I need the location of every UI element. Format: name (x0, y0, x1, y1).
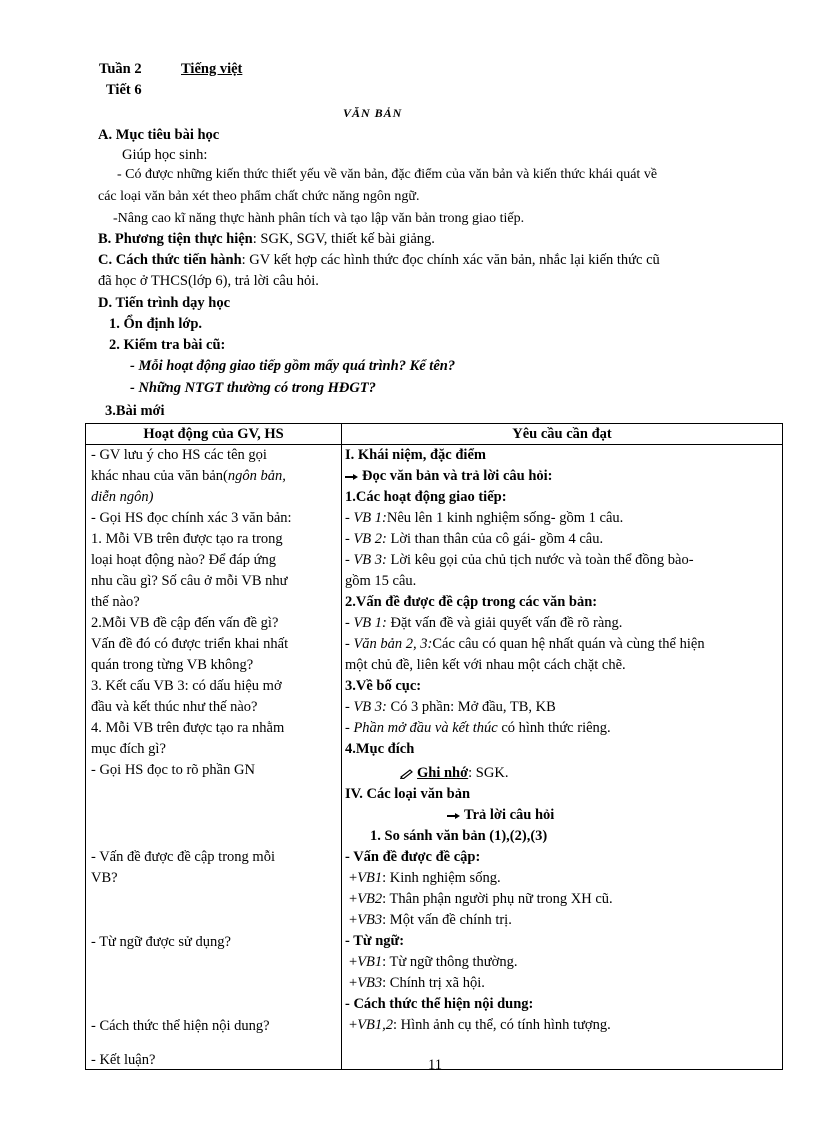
section-d-heading: D. Tiến trình dạy học (98, 295, 231, 311)
section-a-goal1-line1: - Có được những kiến thức thiết yếu về văn bản, đặc điểm của văn bản và kiến thức khái quát về (117, 167, 658, 182)
left-line: - Từ ngữ được sử dụng? (91, 934, 231, 950)
right-line: +VB2: Thân phận người phụ nữ trong XH cũ. (349, 891, 613, 907)
left-line: diễn ngôn) (91, 489, 154, 505)
right-line: 2.Vấn đề được đề cập trong các văn bản: (345, 594, 598, 610)
right-line: một chủ đề, liên kết với nhau một cách chặt chẽ. (345, 657, 626, 673)
section-b (98, 231, 435, 248)
left-line: khác nhau của văn bản(ngôn bản, (91, 468, 286, 484)
right-line: - VB 1: Đặt vấn đề và giải quyết vấn đề rõ ràng. (345, 615, 623, 631)
right-line: - VB 2: Lời than thân của cô gái- gồm 4 câu. (345, 531, 604, 547)
left-line: - Gọi HS đọc chính xác 3 văn bản: (91, 510, 292, 526)
page-title: VĂN BẢN (343, 106, 403, 120)
right-line: 1.Các hoạt động giao tiếp: (345, 489, 507, 505)
right-line: - Từ ngữ: (345, 933, 405, 949)
left-line: - Kết luận? (91, 1052, 156, 1068)
left-line: - Cách thức thể hiện nội dung? (91, 1018, 270, 1034)
left-line: 1. Mỗi VB trên được tạo ra trong (91, 531, 283, 547)
table-row (86, 445, 783, 1070)
subject-label: Tiếng việt (181, 61, 243, 77)
section-c-text: : GV kết hợp các hình thức đọc chính xác văn bản, nhắc lại kiến thức cũ (241, 252, 660, 268)
step-3: 3.Bài mới (105, 403, 165, 419)
right-line: +VB1: Kinh nghiệm sống. (349, 870, 501, 886)
right-line: gồm 15 câu. (345, 573, 417, 589)
right-line: +VB3: Một vấn đề chính trị. (349, 912, 512, 928)
left-line: 4. Mỗi VB trên được tạo ra nhằm (91, 720, 285, 736)
right-line: 1. So sánh văn bản (1),(2),(3) (370, 828, 548, 844)
right-line: I. Khái niệm, đặc điểm (345, 447, 486, 463)
left-line: - GV lưu ý cho HS các tên gọi (91, 447, 267, 463)
review-question-2: - Những NTGT thường có trong HĐGT? (130, 380, 376, 396)
right-line: IV. Các loại văn bản (345, 786, 471, 802)
week-label: Tuần 2 (99, 61, 142, 77)
left-line: - Vấn đề được đề cập trong mỗi (91, 849, 275, 865)
section-a-goal1-line2: các loại văn bản xét theo phẩm chất chức năng ngôn ngữ. (98, 189, 420, 204)
section-c (98, 252, 660, 269)
writing-hand-icon (400, 769, 414, 779)
pointing-hand-icon (447, 811, 461, 821)
section-c-text2: đã học ở THCS(lớp 6), trả lời câu hỏi. (98, 273, 319, 289)
step-2: 2. Kiểm tra bài cũ: (109, 337, 226, 353)
right-line: Trả lời câu hỏi (447, 807, 554, 824)
right-line: +VB1: Từ ngữ thông thường. (349, 954, 518, 970)
left-line: mục đích gì? (91, 741, 166, 757)
right-line: +VB1,2: Hình ảnh cụ thể, có tính hình tượng. (349, 1017, 611, 1033)
right-line: 3.Về bố cục: (345, 678, 422, 694)
left-line: quán trong từng VB không? (91, 657, 254, 673)
section-c-heading: C. Cách thức tiến hành (98, 252, 242, 268)
left-line: 2.Mỗi VB đề cập đến vấn đề gì? (91, 615, 279, 631)
left-line: loại hoạt động nào? Để đáp ứng (91, 552, 277, 568)
requirements-cell (342, 445, 783, 1070)
page-number: 11 (428, 1057, 442, 1073)
col-header-requirements: Yêu cầu cần đạt (342, 424, 783, 445)
section-a-heading: A. Mục tiêu bài học (98, 127, 220, 143)
period-label: Tiết 6 (106, 82, 142, 98)
left-line: nhu cầu gì? Số câu ở mỗi VB như (91, 573, 288, 589)
section-a-goal2: -Nâng cao kĩ năng thực hành phân tích và tạo lập văn bản trong giao tiếp. (113, 211, 525, 226)
right-line: - Cách thức thể hiện nội dung: (345, 996, 534, 1012)
section-a-intro: Giúp học sinh: (122, 147, 208, 163)
right-line: - VB 3: Lời kêu gọi của chủ tịch nước và toàn thể đồng bào- (345, 552, 694, 568)
right-line: +VB3: Chính trị xã hội. (349, 975, 485, 991)
review-question-1: - Mỗi hoạt động giao tiếp gồm mấy quá trình? Kể tên? (130, 358, 456, 374)
section-b-text: : SGK, SGV, thiết kế bài giảng. (252, 231, 435, 247)
pointing-hand-icon (345, 472, 359, 482)
right-line: - VB 3: Có 3 phần: Mở đầu, TB, KB (345, 699, 556, 715)
col-header-activities: Hoạt động của GV, HS (86, 424, 342, 445)
section-b-heading: B. Phương tiện thực hiện (98, 231, 253, 247)
right-line: 4.Mục đích (345, 741, 415, 757)
right-line: - Vấn đề được đề cập: (345, 849, 481, 865)
left-line: đầu và kết thúc như thế nào? (91, 699, 258, 715)
left-line: thế nào? (91, 594, 140, 610)
right-line: - Văn bản 2, 3:Các câu có quan hệ nhất quán và cùng thể hiện (345, 636, 705, 652)
step-1: 1. Ổn định lớp. (109, 316, 203, 332)
lesson-table (85, 423, 783, 1070)
left-line: - Gọi HS đọc to rõ phần GN (91, 762, 255, 778)
right-line: Đọc văn bản và trả lời câu hỏi: (345, 468, 553, 485)
left-line: 3. Kết cấu VB 3: có dấu hiệu mở (91, 678, 282, 694)
right-line: Ghi nhớ: SGK. (400, 765, 508, 782)
activities-cell (86, 445, 342, 1070)
right-line: - VB 1:Nêu lên 1 kinh nghiệm sống- gồm 1 câu. (345, 510, 624, 526)
table-header-row (86, 424, 783, 445)
left-line: Vấn đề đó có được triển khai nhất (91, 636, 289, 652)
left-line: VB? (91, 870, 118, 886)
right-line: - Phần mở đầu và kết thúc có hình thức riêng. (345, 720, 611, 736)
